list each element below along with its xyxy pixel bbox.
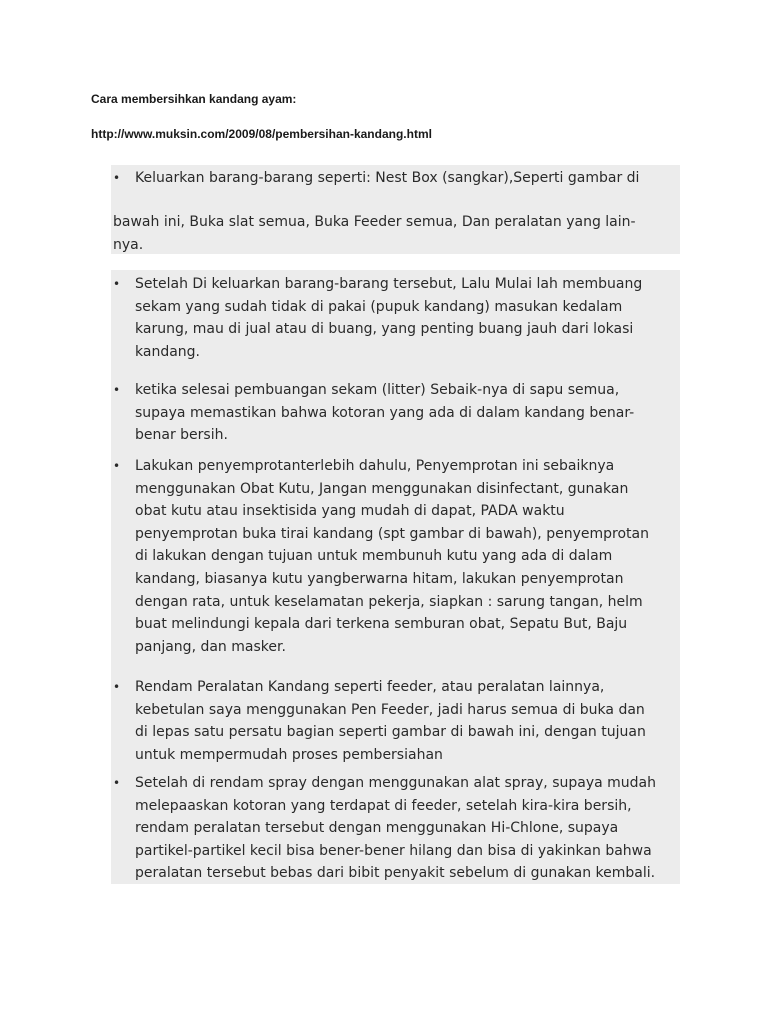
list-item-text: Rendam Peralatan Kandang seperti feeder, atau peralatan lainnya, kebetulan saya menggunakan Pen Feeder, jadi harus semua di buka dan di lepas satu persatu bagian seperti gambar di bawah ini, dengan tujuan untuk mempermudah proses pembersiahan bbox=[135, 679, 646, 763]
bullet-marker: • bbox=[113, 776, 121, 790]
list-item-text: Keluarkan barang-barang seperti: Nest Box (sangkar),Seperti gambar di bbox=[135, 170, 640, 186]
bullet-marker: • bbox=[113, 680, 121, 694]
bullet-marker: • bbox=[113, 277, 121, 291]
bullet-marker: • bbox=[113, 383, 121, 397]
list-item bbox=[113, 273, 679, 363]
list-item bbox=[113, 676, 679, 766]
page-title: Cara membersihkan kandang ayam: bbox=[91, 92, 297, 106]
list-item bbox=[113, 455, 679, 658]
list-item bbox=[113, 167, 679, 190]
list-item-text: Lakukan penyemprotanterlebih dahulu, Penyemprotan ini sebaiknya menggunakan Obat Kutu, Jangan menggunakan disinfectant, gunakan obat kutu atau insektisida yang mudah di dapat, PADA waktu penyemprotan buka tirai kandang (spt gambar di bawah), penyemprotan di lakukan dengan tujuan untuk membunuh kutu yang ada di dalam kandang, biasanya kutu yangberwarna hitam, lakukan penyemprotan dengan rata, untuk keselamatan pekerja, siapkan : sarung tangan, helm buat melindungi kepala dari terkena semburan obat, Sepatu But, Baju panjang, dan masker. bbox=[135, 458, 649, 655]
list-item-text: Setelah Di keluarkan barang-barang tersebut, Lalu Mulai lah membuang sekam yang sudah tidak di pakai (pupuk kandang) masukan kedalam karung, mau di jual atau di buang, yang penting buang jauh dari lokasi kandang. bbox=[135, 276, 643, 360]
source-url-link[interactable]: http://www.muksin.com/2009/08/pembersihan-kandang.html bbox=[91, 127, 432, 141]
list-item-text: ketika selesai pembuangan sekam (litter) Sebaik-nya di sapu semua, supaya memastikan bahwa kotoran yang ada di dalam kandang benar- benar bersih. bbox=[135, 382, 635, 444]
list-item-continuation: bawah ini, Buka slat semua, Buka Feeder semua, Dan peralatan yang lain- nya. bbox=[113, 214, 636, 253]
bullet-marker: • bbox=[113, 171, 121, 185]
list-item-text: Setelah di rendam spray dengan menggunakan alat spray, supaya mudah melepaaskan kotoran yang terdapat di feeder, setelah kira-kira bersih, rendam peralatan tersebut dengan menggunakan Hi-Chlone, supaya partikel-partikel kecil bisa bener-bener hilang dan bisa di yakinkan bahwa peralatan tersebut bebas dari bibit penyakit sebelum di gunakan kembali. bbox=[135, 775, 656, 882]
list-item bbox=[113, 772, 679, 885]
bullet-marker: • bbox=[113, 459, 121, 473]
list-item bbox=[113, 379, 679, 447]
